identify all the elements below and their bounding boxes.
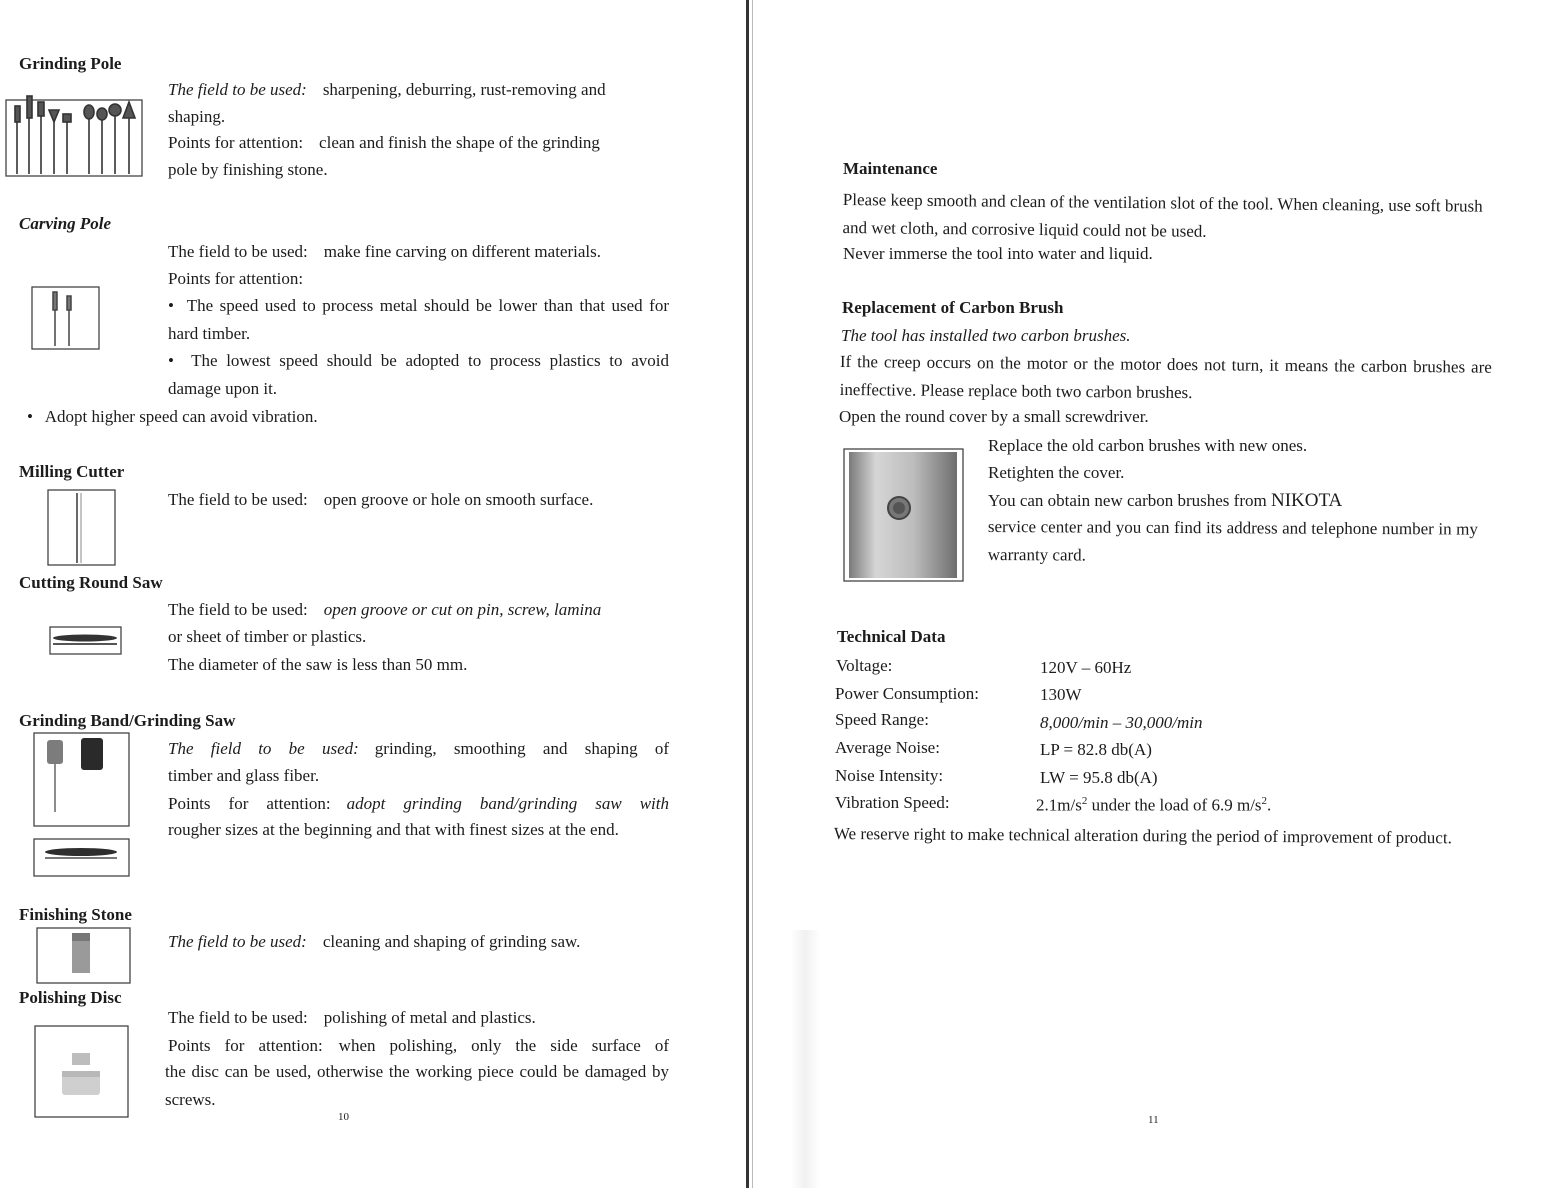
carving-pole-points-label: Points for attention:: [168, 269, 304, 288]
carving-pole-field-line: [168, 243, 601, 260]
grinding-band-image: [33, 732, 131, 828]
carbon-brush-line-2: If the creep occurs on the motor or the motor does not turn, it means the carbon brushes are ineffective. Please replace both two carbon brushes.: [839, 351, 1492, 402]
polishing-disc-points-value: when polishing, only the side surface of: [338, 1036, 670, 1055]
book-spine-edge: [752, 0, 753, 1188]
spec-value: 8,000/min – 30,000/min: [1040, 713, 1203, 732]
grinding-band-field-value: grinding, smoothing and shaping of: [374, 739, 670, 758]
carving-pole-bullet-2: [168, 347, 669, 402]
grinding-band-field-cont: timber and glass fiber.: [168, 766, 320, 785]
superscript: 2: [1081, 795, 1088, 807]
grinding-band-field-line: [168, 740, 669, 757]
brand-name: NIKOTA: [1270, 490, 1343, 511]
milling-cutter-image: [47, 489, 117, 567]
finishing-stone-field-value: cleaning and shaping of grinding saw.: [322, 932, 581, 951]
cutting-round-saw-field-value: open groove or cut on pin, screw, lamina: [323, 600, 602, 619]
maintenance-text-2: Never immerse the tool into water and liquid.: [843, 244, 1153, 263]
page-shadow: [790, 930, 820, 1188]
cutting-round-saw-field-line: [168, 601, 601, 618]
polishing-disc-image: [34, 1025, 130, 1119]
spec-label: Power Consumption:: [835, 684, 980, 703]
technical-data-title: Technical Data: [837, 627, 946, 646]
page-number-right: 11: [1148, 1114, 1159, 1126]
grinding-pole-field-label: The field to be used:: [168, 80, 307, 99]
carbon-brush-step-3b: service center and you can find its address and telephone number in my warranty card.: [987, 516, 1478, 565]
finishing-stone-title: Finishing Stone: [19, 905, 132, 924]
grinding-pole-field-value: sharpening, deburring, rust-removing and: [322, 80, 606, 99]
polishing-disc-points-line: [168, 1037, 669, 1054]
carbon-brush-step-2: Retighten the cover.: [988, 463, 1125, 482]
spec-label: Average Noise:: [835, 738, 940, 757]
finishing-stone-image: [36, 927, 132, 985]
cutting-round-saw-title: Cutting Round Saw: [19, 573, 163, 592]
vibration-value-b: under the load of 6.9 m/s: [1087, 795, 1262, 815]
cutting-round-saw-field-label: The field to be used:: [168, 600, 308, 619]
grinding-saw-image: [33, 838, 131, 878]
spec-label: Voltage:: [836, 656, 893, 675]
grinding-band-points-cont: rougher sizes at the beginning and that with finest sizes at the end.: [168, 820, 619, 839]
grinding-pole-points-line: [168, 134, 600, 151]
polishing-disc-points-cont: the disc can be used, otherwise the working piece could be damaged by screws.: [165, 1062, 669, 1109]
grinding-pole-field-cont: shaping.: [168, 107, 226, 126]
polishing-disc-title: Polishing Disc: [19, 988, 122, 1007]
finishing-stone-field-line: [168, 933, 580, 950]
milling-cutter-field-value: open groove or hole on smooth surface.: [323, 490, 594, 509]
spec-value: LP = 82.8 db(A): [1040, 740, 1152, 759]
carving-pole-bullet-1-text: The speed used to process metal should be lower than that used for hard timber.: [168, 296, 669, 343]
book-spine: [746, 0, 749, 1188]
bullet-dot: •: [168, 351, 192, 370]
cutting-round-saw-note: The diameter of the saw is less than 50 mm.: [168, 655, 468, 674]
grinding-band-points-value: adopt grinding band/grinding saw with: [346, 794, 669, 813]
carbon-brush-step-3a: You can obtain new carbon brushes from: [988, 491, 1267, 510]
polishing-disc-field-value: polishing of metal and plastics.: [323, 1008, 536, 1027]
grinding-band-points-label: Points for attention:: [168, 794, 331, 813]
grinding-band-field-label: The field to be used:: [168, 739, 359, 758]
grinding-pole-points-cont: pole by finishing stone.: [168, 160, 328, 179]
grinding-pole-title: Grinding Pole: [19, 54, 122, 73]
spec-value: LW = 95.8 db(A): [1040, 768, 1158, 787]
grinding-band-points-line: [168, 795, 669, 812]
polishing-disc-points-label: Points for attention:: [168, 1036, 323, 1055]
carbon-brush-title: Replacement of Carbon Brush: [842, 298, 1064, 317]
carving-pole-field-value: make fine carving on different materials.: [323, 242, 601, 261]
grinding-pole-points-value: clean and finish the shape of the grinding: [319, 133, 600, 152]
superscript: 2: [1261, 795, 1268, 807]
grinding-pole-field-line: [168, 81, 606, 98]
spec-value: 120V – 60Hz: [1040, 658, 1132, 677]
vibration-end: .: [1267, 795, 1272, 815]
page-number-left: 10: [338, 1111, 349, 1123]
spec-value: 130W: [1040, 685, 1082, 704]
carving-pole-bullet-2-text: The lowest speed should be adopted to process plastics to avoid damage upon it.: [168, 351, 669, 398]
spec-label: Speed Range:: [835, 710, 929, 729]
carbon-brush-line-1: The tool has installed two carbon brushes.: [841, 326, 1131, 345]
finishing-stone-field-label: The field to be used:: [168, 932, 307, 951]
carving-pole-bullet-1: [168, 292, 669, 347]
carving-pole-image: [31, 286, 101, 351]
carving-pole-field-label: The field to be used:: [168, 242, 308, 261]
carving-pole-title: Carving Pole: [19, 214, 112, 233]
maintenance-text-1: Please keep smooth and clean of the ventilation slot of the tool. When cleaning, use soft brush and wet cloth, and corrosive liquid could not be used.: [842, 189, 1483, 241]
spec-label: Noise Intensity:: [835, 766, 944, 785]
milling-cutter-title: Milling Cutter: [19, 462, 125, 481]
carving-pole-bullet-3-text: Adopt higher speed can avoid vibration.: [44, 407, 318, 426]
cutting-round-saw-field-cont: or sheet of timber or plastics.: [168, 627, 367, 646]
grinding-pole-image: [5, 92, 145, 178]
maintenance-title: Maintenance: [843, 159, 938, 178]
polishing-disc-field-line: [168, 1009, 536, 1026]
carbon-brush-step-3a-line: [988, 491, 1342, 510]
grinding-band-title: Grinding Band/Grinding Saw: [19, 711, 236, 730]
carbon-brush-line-3: Open the round cover by a small screwdriver.: [839, 407, 1149, 426]
carving-pole-bullet-3: [27, 408, 318, 425]
milling-cutter-field-label: The field to be used:: [168, 490, 308, 509]
vibration-value: [1036, 796, 1271, 814]
polishing-disc-field-label: The field to be used:: [168, 1008, 308, 1027]
grinding-pole-points-label: Points for attention:: [168, 133, 304, 152]
vibration-value-a: 2.1m/s: [1036, 795, 1082, 815]
carbon-brush-cover-image: [843, 448, 965, 583]
milling-cutter-field-line: [168, 491, 593, 508]
cutting-round-saw-image: [49, 626, 123, 656]
bullet-dot: •: [27, 407, 45, 426]
vibration-label: Vibration Speed:: [835, 793, 950, 812]
bullet-dot: •: [168, 296, 187, 315]
technical-data-reserve: We reserve right to make technical alteration during the period of improvement of product.: [833, 823, 1452, 848]
carbon-brush-step-1: Replace the old carbon brushes with new ones.: [988, 436, 1308, 455]
